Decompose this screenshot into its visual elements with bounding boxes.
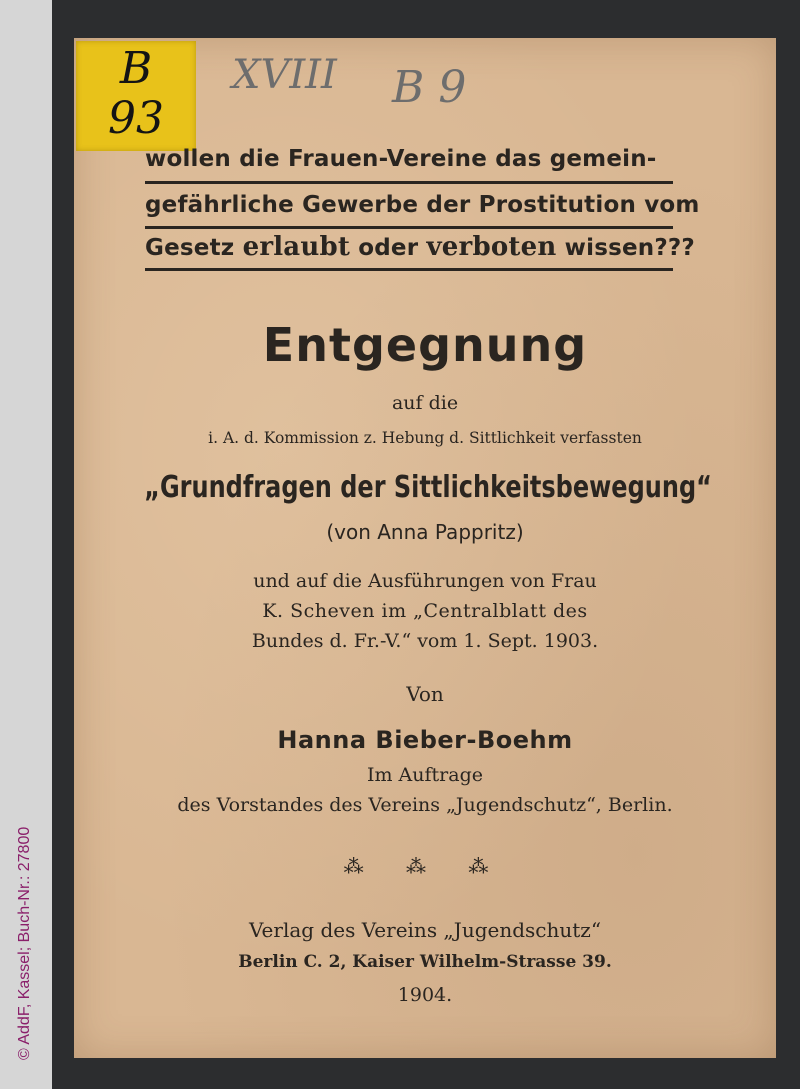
header-line-3 <box>145 232 695 262</box>
shelf-label-number: 93 <box>108 93 164 144</box>
header-word-erlaubt: erlaubt <box>242 232 351 262</box>
ornament-stars: ⁂ ⁂ ⁂ <box>343 854 507 878</box>
shelf-label <box>76 41 196 151</box>
publisher-address: Berlin C. 2, Kaiser Wilhelm-Strasse 39. <box>238 952 612 972</box>
auf-die: auf die <box>391 392 459 414</box>
scheven-line-3: Bundes d. Fr.-V.“ vom 1. Sept. 1903. <box>251 630 599 652</box>
book-cover <box>74 38 776 1058</box>
handwritten-shelfmark: B 9 <box>392 62 467 113</box>
publication-year: 1904. <box>397 984 453 1006</box>
shelf-label-letter: B <box>119 43 153 94</box>
handwritten-roman-numeral: XVIII <box>232 52 337 98</box>
header-word-wissen: wissen??? <box>564 235 695 261</box>
commission-line: i. A. d. Kommission z. Hebung d. Sittlichkeit verfassten <box>208 429 642 447</box>
header-line-2: gefährliche Gewerbe der Prostitution vom <box>145 192 700 218</box>
auftrag-line-2: des Vorstandes des Vereins „Jugendschutz“, Berlin. <box>177 794 673 816</box>
header-line-1: wollen die Frauen-Vereine das gemein- <box>145 146 657 172</box>
publisher: Verlag des Vereins „Jugendschutz“ <box>248 918 602 942</box>
auftrag-line-1: Im Auftrage <box>366 764 483 786</box>
page-title: Entgegnung <box>262 318 588 372</box>
scheven-line-2: K. Scheven im „Centralblatt des <box>262 600 588 622</box>
von-label: Von <box>406 682 444 706</box>
author-paren: (von Anna Pappritz) <box>326 520 524 544</box>
header-word-verboten: verboten <box>426 232 557 262</box>
grundfragen-title: „Grundfragen der Sittlichkeitsbewegung“ <box>144 470 712 505</box>
scheven-line-1: und auf die Ausführungen von Frau <box>253 570 597 592</box>
header-word-gesetz: Gesetz <box>145 235 235 261</box>
copyright-sidebar <box>0 0 52 1089</box>
header-rule-2 <box>145 226 673 229</box>
copyright-text: © AddF, Kassel; Buch-Nr.: 27800 <box>16 826 33 1060</box>
header-word-oder: oder <box>358 235 419 261</box>
header-rule-1 <box>145 181 673 184</box>
author-name: Hanna Bieber-Boehm <box>277 726 573 754</box>
header-rule-3 <box>145 268 673 271</box>
